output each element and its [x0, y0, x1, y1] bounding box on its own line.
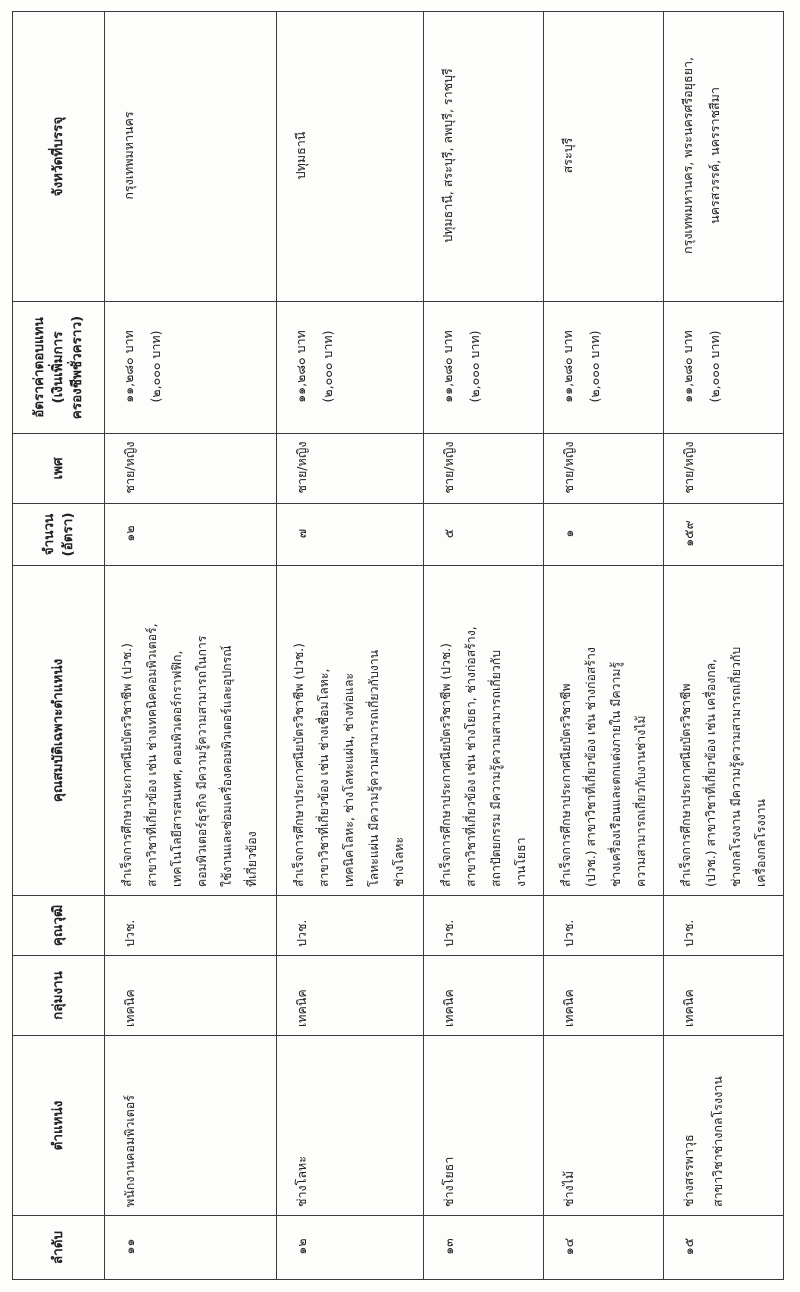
cell-education: ปวช.: [423, 896, 543, 956]
header-no: ลำดับ: [13, 1216, 105, 1280]
header-education: คุณวุฒิ: [13, 896, 105, 956]
cell-position: [277, 1036, 423, 1216]
rotated-table-wrapper: [12, 12, 784, 1280]
cell-sex: ชาย/หญิง: [543, 434, 663, 504]
header-pay-line3: ครองชีพชั่วคราว): [69, 315, 85, 420]
qualification-line: สาขาวิชาที่เกี่ยวข้อง เช่น ช่างเทคนิคคอมพิวเตอร์,: [145, 623, 159, 887]
cell-province: [277, 12, 423, 302]
header-pay-line1: อัตราค่าตอบแทน: [31, 317, 47, 418]
table-row: [663, 12, 783, 1280]
cell-province: [663, 12, 783, 302]
cell-qualification: [105, 566, 277, 896]
qualification-line: สาขาวิชาที่เกี่ยวข้อง เช่น ช่างเชื่อมโลหะ,: [317, 668, 332, 887]
qualification-line: สำเร็จการศึกษาประกาศนียบัตรวิชาชีพ (ปวช.): [120, 643, 134, 887]
header-row: [13, 12, 105, 1280]
table-row: [423, 12, 543, 1280]
cell-province: [105, 12, 277, 302]
qualification-line: สำเร็จการศึกษาประกาศนียบัตรวิชาชีพ (ปวช.): [292, 643, 307, 887]
qualification-line: เทคนิคโลหะ, ช่างโลหะแผ่น, ช่างท่อและ: [342, 672, 357, 887]
header-count: [13, 504, 105, 566]
cell-count: ๑๕๙: [663, 504, 783, 566]
pay-extra: (๒,๐๐๐ บาท): [466, 330, 482, 403]
cell-pay: [543, 302, 663, 434]
header-count-line1: จำนวน: [40, 513, 57, 556]
cell-qualification: [663, 566, 783, 896]
qualification-line: คอมพิวเตอร์ธุรกิจ มีความรู้ความสามารถในการ: [195, 635, 209, 887]
qualification-line: ใช้งานและซ่อมเครื่องคอมพิวเตอร์และอุปกรณ์: [220, 645, 234, 887]
pay-extra: (๒,๐๐๐ บาท): [586, 330, 602, 403]
cell-sex: ชาย/หญิง: [663, 434, 783, 504]
pay-extra: (๒,๐๐๐ บาท): [320, 330, 336, 403]
cell-no: ๑๓: [423, 1216, 543, 1280]
province-line: กรุงเทพมหานคร, พระนครศรีอยุธยา,: [679, 57, 695, 254]
position-line: ช่างโลหะ: [294, 1156, 310, 1207]
position-line: ช่างโยธา: [440, 1156, 456, 1207]
cell-count: ๑๒: [105, 504, 277, 566]
cell-position: [543, 1036, 663, 1216]
qualification-line: ช่างเครื่องเรือนและตกแต่งภายใน มีความรู้: [608, 661, 623, 887]
cell-qualification: [543, 566, 663, 896]
position-line: พนักงานคอมพิวเตอร์: [122, 1095, 137, 1207]
qualification-line: ช่างโลหะ: [392, 836, 407, 887]
header-position: ตำแหน่ง: [13, 1036, 105, 1216]
qualification-line: เทคโนโลยีสารสนเทศ, คอมพิวเตอร์กราฟฟิก,: [170, 650, 184, 887]
cell-no: ๑๔: [543, 1216, 663, 1280]
header-group: กลุ่มงาน: [13, 956, 105, 1036]
cell-group: เทคนิค: [663, 956, 783, 1036]
qualification-line: เครื่องกลโรงงาน: [753, 799, 768, 887]
cell-province: [543, 12, 663, 302]
position-line: ช่างไม้: [560, 1170, 576, 1207]
qualification-line: ที่เกี่ยวข้อง: [245, 831, 259, 887]
qualification-line: สถาปัตยกรรม มีความรู้ความสามารถเกี่ยวกับ: [488, 650, 503, 887]
cell-sex: ชาย/หญิง: [277, 434, 423, 504]
qualification-line: สำเร็จการศึกษาประกาศนียบัตรวิชาชีพ: [678, 683, 693, 887]
cell-education: ปวช.: [663, 896, 783, 956]
cell-position: [423, 1036, 543, 1216]
cell-province: [423, 12, 543, 302]
table-row: [105, 12, 277, 1280]
table-row: [277, 12, 423, 1280]
position-line: สาขาวิชาช่างกลโรงงาน: [709, 1076, 725, 1207]
cell-education: ปวช.: [543, 896, 663, 956]
table-row: [543, 12, 663, 1280]
cell-position: [663, 1036, 783, 1216]
cell-qualification: [277, 566, 423, 896]
province-line: ปทุมธานี: [293, 131, 309, 180]
header-province: จังหวัดที่บรรจุ: [13, 12, 105, 302]
pay-amount: ๑๑,๒๘๐ บาท: [121, 330, 136, 403]
pay-extra: (๒,๐๐๐ บาท): [148, 330, 163, 403]
pay-amount: ๑๑,๒๘๐ บาท: [439, 330, 455, 403]
qualification-line: สำเร็จการศึกษาประกาศนียบัตรวิชาชีพ (ปวช.): [438, 643, 453, 887]
position-line: ช่างสรรพาวุธ: [680, 1134, 696, 1207]
pay-amount: ๑๑,๒๘๐ บาท: [293, 330, 309, 403]
province-line: สระบุรี: [559, 137, 575, 174]
cell-pay: [423, 302, 543, 434]
header-pay: [13, 302, 105, 434]
cell-no: ๑๕: [663, 1216, 783, 1280]
header-pay-line2: (เงินเพิ่มการ: [50, 331, 66, 404]
cell-group: เทคนิค: [423, 956, 543, 1036]
header-count-line2: (อัตรา): [59, 512, 76, 557]
qualification-line: (ปวช.) สาขาวิชาที่เกี่ยวข้อง เช่น ช่างก่อสร้าง: [583, 647, 598, 887]
cell-pay: [663, 302, 783, 434]
recruitment-table: [12, 11, 784, 1280]
header-sex: เพศ: [13, 434, 105, 504]
province-line: นครสวรรค์, นครราชสีมา: [706, 87, 722, 224]
cell-group: เทคนิค: [543, 956, 663, 1036]
cell-count: ๑: [543, 504, 663, 566]
cell-no: ๑๒: [277, 1216, 423, 1280]
qualification-line: งานโยธา: [513, 837, 528, 887]
cell-count: ๕: [423, 504, 543, 566]
qualification-line: สาขาวิชาที่เกี่ยวข้อง เช่น ช่างโยธา, ช่างก่อสร้าง,: [463, 626, 478, 887]
cell-count: ๗: [277, 504, 423, 566]
cell-education: ปวช.: [277, 896, 423, 956]
qualification-line: ความสามารถเกี่ยวกับงานช่างไม้: [633, 715, 648, 887]
cell-pay: [105, 302, 277, 434]
cell-pay: [277, 302, 423, 434]
cell-no: ๑๑: [105, 1216, 277, 1280]
qualification-line: (ปวช.) สาขาวิชาที่เกี่ยวข้อง เช่น เครื่องกล,: [703, 658, 718, 887]
header-qualification: คุณสมบัติเฉพาะตำแหน่ง: [13, 566, 105, 896]
cell-sex: ชาย/หญิง: [423, 434, 543, 504]
qualification-line: สำเร็จการศึกษาประกาศนียบัตรวิชาชีพ: [558, 683, 573, 887]
qualification-line: โลหะแผ่น มีความรู้ความสามารถเกี่ยวกับงาน: [367, 649, 382, 887]
cell-qualification: [423, 566, 543, 896]
pay-extra: (๒,๐๐๐ บาท): [706, 330, 722, 403]
cell-group: เทคนิค: [277, 956, 423, 1036]
cell-position: [105, 1036, 277, 1216]
cell-group: เทคนิค: [105, 956, 277, 1036]
province-line: ปทุมธานี, สระบุรี, ลพบุรี, ราชบุรี: [439, 68, 455, 243]
cell-education: ปวช.: [105, 896, 277, 956]
pay-amount: ๑๑,๒๘๐ บาท: [559, 330, 575, 403]
province-line: กรุงเทพมหานคร: [121, 111, 136, 200]
pay-amount: ๑๑,๒๘๐ บาท: [679, 330, 695, 403]
cell-sex: ชาย/หญิง: [105, 434, 277, 504]
qualification-line: ช่างกลโรงงาน มีความรู้ความสามารถเกี่ยวกับ: [728, 646, 743, 887]
